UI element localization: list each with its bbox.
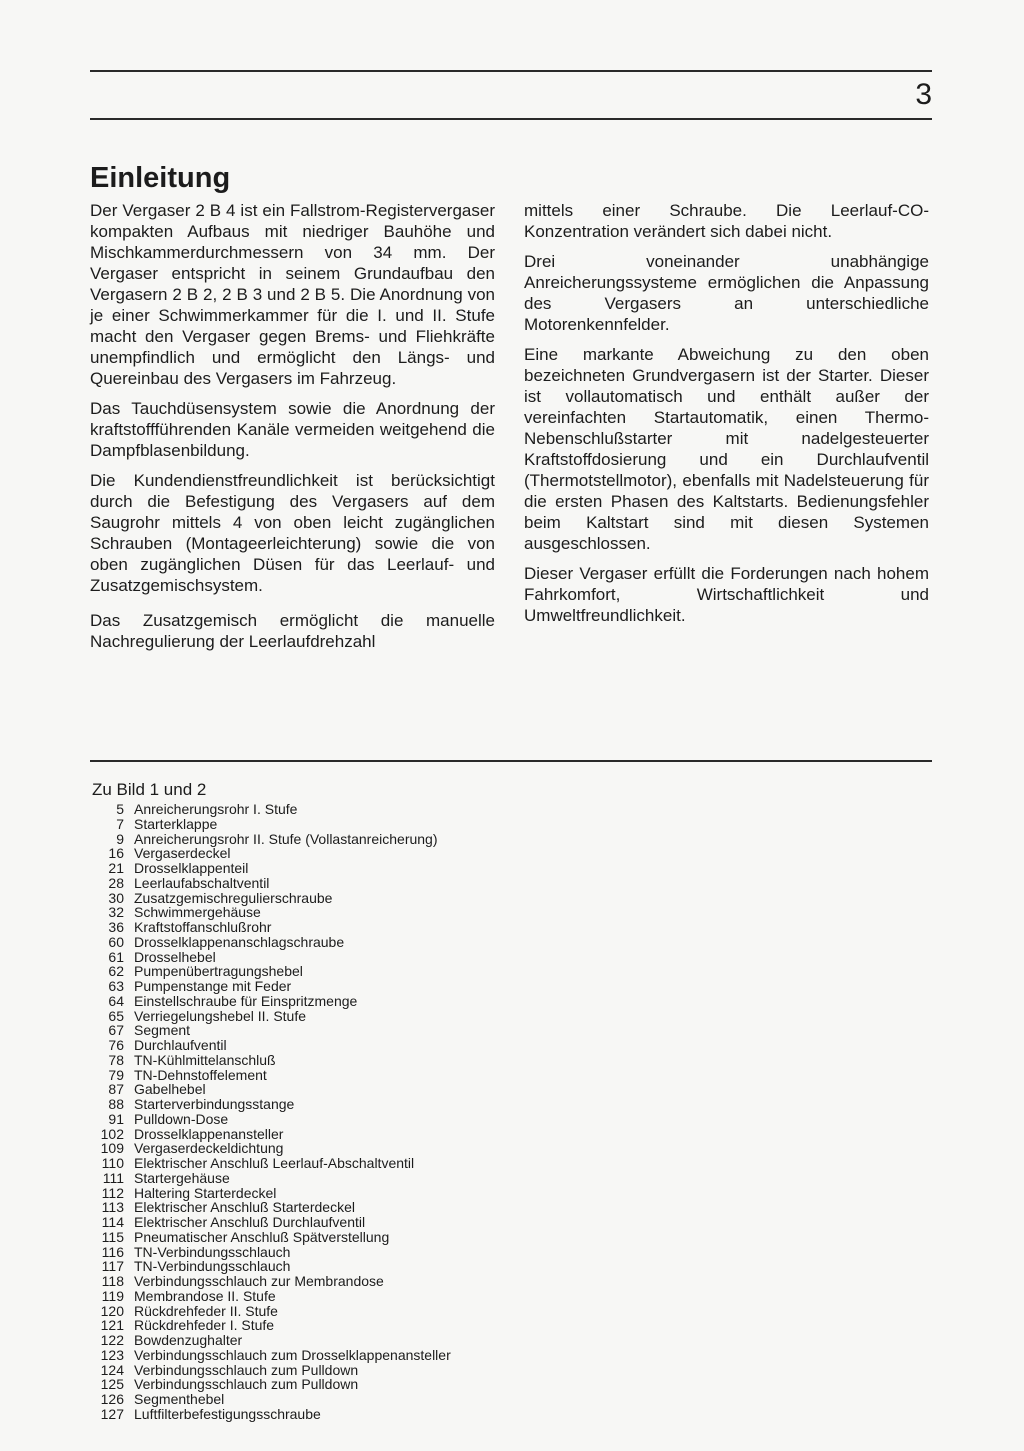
legend-item-number: 32 [108, 904, 124, 921]
legend-item [90, 950, 451, 965]
legend-item-number: 118 [101, 1273, 124, 1289]
legend-item-number: 126 [100, 1391, 124, 1407]
legend-item-label: Segmenthebel [134, 1391, 225, 1407]
legend-item [90, 846, 451, 861]
text-column-right [524, 200, 929, 635]
legend-item-number: 91 [108, 1110, 124, 1127]
legend-item-label: Pneumatischer Anschluß Spätverstellung [134, 1228, 390, 1245]
legend-item-label: Rückdrehfeder II. Stufe [134, 1302, 278, 1319]
legend-item [90, 1318, 451, 1333]
legend-item-number: 61 [108, 948, 124, 965]
legend-item-number: 124 [100, 1361, 124, 1378]
legend-item-label: Pulldown-Dose [134, 1110, 229, 1127]
legend-item [90, 1023, 451, 1038]
legend-item [90, 964, 451, 979]
legend-item-label: Luftfilterbefestigungsschraube [134, 1405, 321, 1422]
legend-item [90, 1245, 451, 1260]
legend-item-label: TN-Verbindungsschlauch [134, 1258, 291, 1275]
legend-item [90, 1215, 451, 1230]
legend-item-number: 87 [108, 1081, 124, 1098]
paragraph: Der Vergaser 2 B 4 ist ein Fallstrom-Registervergaser kompakten Aufbaus mit niedriger Bauhöhe und Mischkammerdurchmessern von 34 mm. Der Vergaser entspricht in seinem Grundaufbau den Vergasern 2 B 2, 2 B 3 und 2 B 5. Die Anordnung von je einer Schwimmerkammer für die I. und II. Stufe macht den Vergaser gegen Brems- und Fliehkräfte unempfindlich und ermöglicht den Längs- und Quereinbau des Vergasers im Fahrzeug. [90, 201, 495, 388]
legend-item [90, 994, 451, 1009]
paragraph: Drei voneinander unabhängige Anreicherungssysteme ermöglichen die Anpassung des Vergasers an unterschiedliche Motorenkennfelder. [524, 252, 929, 334]
legend-item-label: Drosselhebel [134, 948, 216, 965]
legend-item-number: 127 [100, 1405, 124, 1422]
legend-item-label: Leerlaufabschaltventil [134, 874, 270, 891]
legend-item-number: 114 [101, 1214, 124, 1230]
legend-item [90, 1053, 451, 1068]
legend-item-number: 67 [108, 1022, 124, 1039]
legend-item [90, 1112, 451, 1127]
legend-item-number: 119 [101, 1287, 124, 1304]
legend-item-label: Pumpenstange mit Feder [134, 978, 292, 994]
legend-item-label: Vergaserdeckel [134, 845, 231, 862]
legend-item-label: Starterverbindungsstange [134, 1096, 295, 1112]
legend-item-label: Anreicherungsrohr I. Stufe [134, 801, 298, 817]
legend-item-number: 102 [100, 1125, 124, 1142]
header-rule [90, 118, 932, 120]
legend-item-number: 116 [101, 1243, 124, 1260]
legend-item-number: 28 [108, 874, 124, 891]
legend-item-label: Elektrischer Anschluß Starterdeckel [134, 1199, 355, 1216]
legend-item-label: Elektrischer Anschluß Leerlauf-Abschaltventil [134, 1155, 415, 1171]
legend-item [90, 876, 451, 891]
legend-item [90, 1392, 451, 1407]
legend-item [90, 1038, 451, 1053]
legend-item-label: Membrandose II. Stufe [134, 1287, 276, 1304]
legend-item-number: 109 [100, 1140, 124, 1157]
legend-item-number: 5 [116, 801, 124, 817]
legend-item [90, 1068, 451, 1083]
legend-item-label: Durchlaufventil [134, 1037, 227, 1053]
legend-item-label: Elektrischer Anschluß Durchlaufventil [134, 1214, 366, 1230]
legend-item-number: 62 [108, 963, 124, 980]
legend-item-label: Drosselklappenanschlagschraube [134, 933, 345, 950]
legend-item-number: 115 [101, 1228, 124, 1245]
legend-item [90, 1333, 451, 1348]
legend-item-number: 120 [100, 1302, 124, 1319]
legend-item-label: Gabelhebel [134, 1081, 206, 1098]
legend-item [90, 817, 451, 832]
legend-item [90, 1171, 451, 1186]
legend-item-label: Kraftstoffanschlußrohr [134, 919, 272, 935]
legend-item [90, 1141, 451, 1156]
paragraph: Das Tauchdüsensystem sowie die Anordnung der kraftstoffführenden Kanäle vermeiden weitgehend die Dampfblasenbildung. [90, 399, 495, 460]
legend-item-label: Verriegelungshebel II. Stufe [134, 1007, 307, 1024]
legend-item [90, 832, 451, 847]
legend-item-label: Schwimmergehäuse [134, 904, 261, 921]
legend-item [90, 979, 451, 994]
legend-item [90, 1407, 451, 1422]
legend-item [90, 920, 451, 935]
legend-heading: Zu Bild 1 und 2 [92, 780, 207, 799]
paragraph: Dieser Vergaser erfüllt die Forderungen nach hohem Fahrkomfort, Wirtschaftlichkeit und Umweltfreundlichkeit. [524, 564, 929, 625]
legend-item [90, 1230, 451, 1245]
legend-item-number: 76 [108, 1037, 124, 1053]
legend-item-number: 123 [100, 1346, 124, 1363]
legend-item-number: 78 [108, 1051, 124, 1068]
text-column-left [90, 200, 495, 661]
legend-item-label: Segment [134, 1022, 191, 1039]
legend-item-number: 21 [108, 860, 124, 876]
legend-item-number: 65 [108, 1007, 124, 1024]
legend-item-label: Drosselklappenteil [134, 860, 249, 876]
legend-item [90, 1348, 451, 1363]
legend-item-label: Verbindungsschlauch zum Drosselklappenansteller [134, 1346, 451, 1363]
legend-item [90, 1082, 451, 1097]
paragraph: mittels einer Schraube. Die Leerlauf-CO-Konzentration verändert sich dabei nicht. [524, 201, 929, 241]
legend-item-label: Verbindungsschlauch zum Pulldown [134, 1376, 359, 1393]
page-number: 3 [915, 78, 932, 111]
legend-item [90, 1304, 451, 1319]
legend-item-label: Drosselklappenansteller [134, 1125, 284, 1142]
top-rule [90, 70, 932, 72]
legend-item [90, 1363, 451, 1378]
legend-item-label: Anreicherungsrohr II. Stufe (Vollastanreicherung) [134, 830, 438, 847]
legend-item-number: 121 [100, 1317, 124, 1334]
legend-item-label: Einstellschraube für Einspritzmenge [134, 992, 358, 1009]
legend-item [90, 1186, 451, 1201]
legend-item [90, 1377, 451, 1392]
legend-item-number: 36 [108, 919, 124, 935]
legend-item-label: Rückdrehfeder I. Stufe [134, 1317, 275, 1334]
legend-item [90, 1009, 451, 1024]
legend-item [90, 1289, 451, 1304]
legend-item-number: 64 [108, 992, 124, 1009]
legend-item-number: 9 [116, 830, 124, 847]
legend-item [90, 1200, 451, 1215]
legend-item-number: 60 [108, 933, 124, 950]
legend-item [90, 1156, 451, 1171]
legend-item [90, 1274, 451, 1289]
legend-item [90, 905, 451, 920]
legend-item-label: Startergehäuse [134, 1169, 230, 1186]
legend-item [90, 802, 451, 817]
legend-item [90, 1127, 451, 1142]
legend-item-number: 113 [101, 1199, 124, 1216]
legend-item [90, 1259, 451, 1274]
legend-item-number: 122 [100, 1332, 124, 1348]
legend-item [90, 935, 451, 950]
legend-item-label: TN-Kühlmittelanschluß [134, 1051, 276, 1068]
legend-item-number: 79 [108, 1066, 124, 1083]
legend-item [90, 861, 451, 876]
legend-item-label: Zusatzgemischregulierschraube [134, 889, 333, 906]
legend-item-label: Verbindungsschlauch zum Pulldown [134, 1361, 359, 1378]
legend-item-number: 111 [102, 1169, 124, 1186]
legend-item-number: 112 [101, 1184, 124, 1201]
legend-item-number: 30 [108, 889, 124, 906]
section-divider [90, 760, 932, 762]
legend-item-label: Bowdenzughalter [134, 1332, 243, 1348]
paragraph: Eine markante Abweichung zu den oben bezeichneten Grundvergasern ist der Starter. Dieser ist vollautomatisch und enthält außer der vereinfachten Startautomatik, einen Thermo-Nebenschlußstarter mit nadelgesteuerter Kraftstoffdosierung und ein Durchlaufventil (Thermotstellmotor), ebenfalls mit Nadelsteuerung für die ersten Phasen des Kaltstarts. Bedienungsfehler beim Kaltstart sind mit diesen Systemen ausgeschlossen. [524, 345, 929, 553]
legend-item-label: Verbindungsschlauch zur Membrandose [134, 1273, 384, 1289]
legend-item-number: 7 [116, 815, 124, 832]
legend-item [90, 891, 451, 906]
section-title: Einleitung [90, 162, 231, 194]
legend-item [90, 1097, 451, 1112]
legend-item-number: 88 [108, 1096, 124, 1112]
parts-legend [90, 802, 451, 1422]
legend-item-label: TN-Dehnstoffelement [134, 1066, 267, 1083]
paragraph: Das Zusatzgemisch ermöglicht die manuelle Nachregulierung der Leerlaufdrehzahl [90, 611, 495, 651]
legend-item-number: 16 [108, 845, 124, 862]
legend-item-number: 110 [101, 1155, 124, 1171]
legend-item-number: 125 [100, 1376, 124, 1393]
legend-item-number: 117 [101, 1258, 124, 1275]
legend-item-label: Starterklappe [134, 815, 218, 832]
legend-item-label: Vergaserdeckeldichtung [134, 1140, 284, 1157]
legend-item-number: 63 [108, 978, 124, 994]
legend-item-label: Pumpenübertragungshebel [134, 963, 303, 980]
paragraph: Die Kundendienstfreundlichkeit ist berücksichtigt durch die Befestigung des Vergasers auf dem Saugrohr mittels 4 von oben leicht zugänglichen Schrauben (Montageerleichterung) sowie die von oben zugänglichen Düsen für das Leerlauf- und Zusatzgemischsystem. [90, 471, 495, 595]
legend-item-label: Haltering Starterdeckel [134, 1184, 277, 1201]
legend-item-label: TN-Verbindungsschlauch [134, 1243, 291, 1260]
